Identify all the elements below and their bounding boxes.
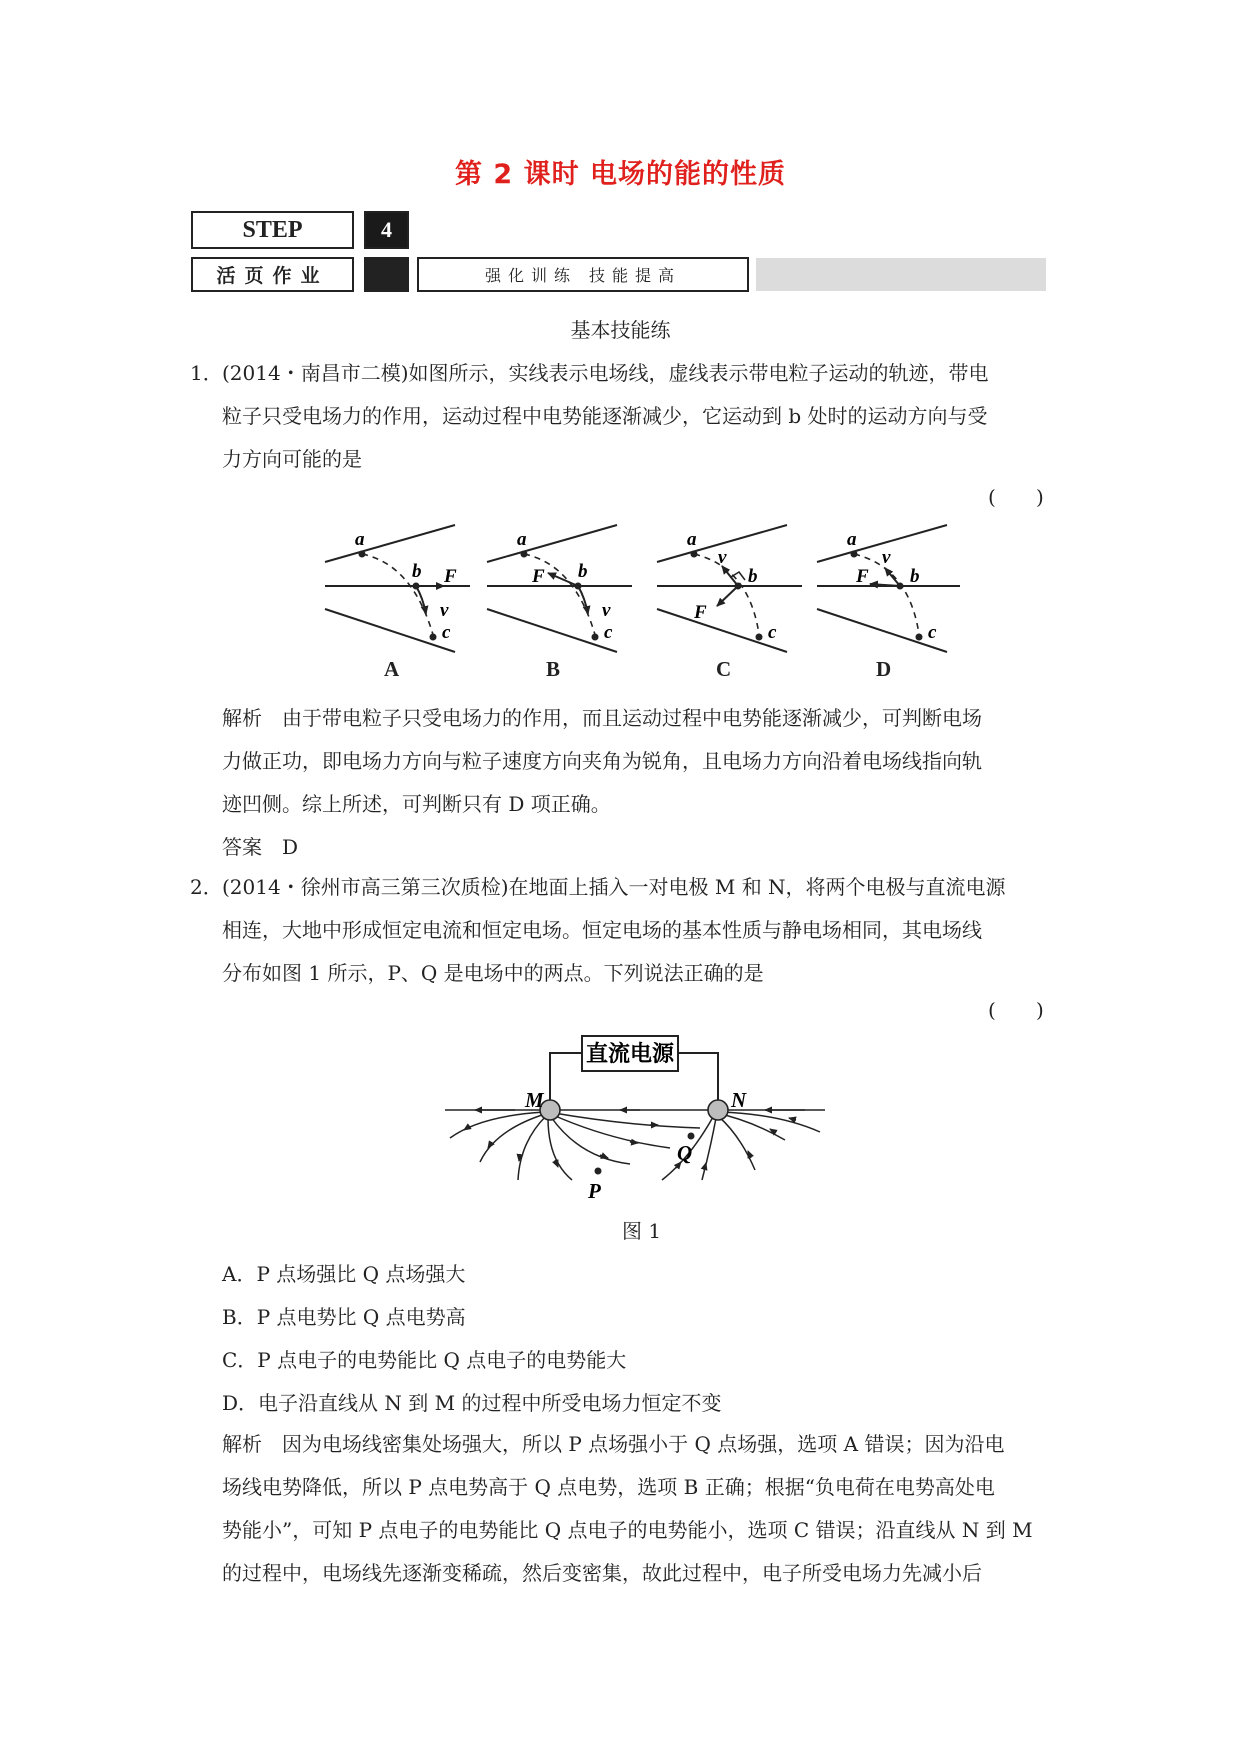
- label-v: v: [602, 600, 611, 621]
- question2-paren-left: (: [988, 998, 996, 1022]
- diagram-a: [325, 525, 470, 652]
- power-source-label: 直流电源: [585, 1042, 675, 1067]
- field-lines: [450, 1112, 820, 1180]
- option-b: B．P 点电势比 Q 点电势高: [222, 1305, 466, 1329]
- question1-analysis: [222, 697, 1047, 869]
- question2-number: 2．: [190, 875, 223, 899]
- label-f: F: [694, 602, 707, 623]
- label-q: Q: [677, 1141, 693, 1165]
- label-a: a: [355, 529, 365, 550]
- question2-line: 相连，大地中形成恒定电流和恒定电场。恒定电场的基本性质与静电场相同，其电场线: [222, 918, 982, 942]
- question2-analysis: [222, 1423, 1047, 1595]
- analysis-line: 场线电势降低，所以 P 点电势高于 Q 点电势，选项 B 正确；根据“负电荷在电势高处电: [222, 1475, 995, 1499]
- analysis-line: 解析 因为电场线密集处场强大，所以 P 点场强小于 Q 点场强，选项 A 错误；因为沿电: [222, 1432, 1005, 1456]
- step-number: 4: [364, 211, 409, 249]
- diagram-c: [657, 525, 802, 652]
- question2-line: (2014・徐州市高三第三次质检)在地面上插入一对电极 M 和 N，将两个电极与直流电源: [222, 875, 1006, 899]
- sub-tag: 强化训练 技能提高: [417, 257, 749, 292]
- label-f: F: [532, 566, 545, 587]
- analysis-line: 解析 由于带电粒子只受电场力的作用，而且运动过程中电势能逐渐减少，可判断电场: [222, 706, 982, 730]
- answer: 答案 D: [222, 835, 299, 859]
- diagram-b: [487, 525, 632, 652]
- label-p: P: [588, 1179, 601, 1203]
- label-f: F: [444, 566, 457, 587]
- question1-line: 粒子只受电场力的作用，运动过程中电势能逐渐减少，它运动到 b 处时的运动方向与受: [222, 404, 988, 428]
- figure-label-b: B: [546, 657, 561, 681]
- sub-label: 活页作业: [191, 257, 354, 292]
- option-a: A．P 点场强比 Q 点场强大: [222, 1262, 466, 1286]
- label-b: b: [910, 566, 920, 587]
- figure-label-d: D: [876, 657, 892, 681]
- label-c: c: [604, 622, 613, 643]
- sub-number-block: [364, 257, 409, 292]
- analysis-line: 的过程中，电场线先逐渐变稀疏，然后变密集，故此过程中，电子所受电场力先减小后: [222, 1561, 982, 1585]
- label-a: a: [847, 529, 857, 550]
- analysis-line: 势能小”，可知 P 点电子的电势能比 Q 点电子的电势能小，选项 C 错误；沿直线从 N 到 M: [222, 1518, 1033, 1542]
- option-d: D．电子沿直线从 N 到 M 的过程中所受电场力恒定不变: [222, 1391, 722, 1415]
- page-title: 第 2 课时 电场的能的性质: [455, 159, 786, 190]
- label-a: a: [517, 529, 527, 550]
- question2-paren-right: ): [1036, 998, 1044, 1022]
- question2-line: 分布如图 1 所示，P、Q 是电场中的两点。下列说法正确的是: [222, 961, 764, 985]
- label-b: b: [748, 566, 758, 587]
- question2-options: [222, 1253, 1042, 1425]
- figure-label-a: A: [384, 657, 400, 681]
- figure-label-c: C: [716, 657, 732, 681]
- question1-text: [222, 352, 1047, 481]
- question1-figure: [320, 520, 960, 660]
- diagram-d: [817, 525, 960, 652]
- figure-caption: 图 1: [622, 1219, 662, 1243]
- label-b: b: [578, 561, 588, 582]
- section-title: 基本技能练: [570, 318, 671, 342]
- label-c: c: [928, 622, 937, 643]
- label-f: F: [856, 566, 869, 587]
- label-c: c: [442, 622, 451, 643]
- question2-text: [222, 866, 1047, 995]
- question2-figure: [440, 1030, 830, 1205]
- label-a: a: [687, 529, 697, 550]
- label-v: v: [440, 600, 449, 621]
- point-q: [688, 1133, 695, 1140]
- question1-paren-left: (: [988, 485, 996, 509]
- electrode-n: [708, 1100, 728, 1120]
- analysis-line: 力做正功，即电场力方向与粒子速度方向夹角为锐角，且电场力方向沿着电场线指向轨: [222, 749, 982, 773]
- question1-line: (2014・南昌市二模)如图所示，实线表示电场线，虚线表示带电粒子运动的轨迹，带电: [222, 361, 989, 385]
- label-n: N: [731, 1088, 747, 1112]
- label-m: M: [525, 1088, 544, 1112]
- label-v: v: [718, 547, 727, 568]
- label-b: b: [412, 561, 422, 582]
- question1-line: 力方向可能的是: [222, 447, 362, 471]
- label-v: v: [882, 547, 891, 568]
- question1-number: 1．: [190, 361, 223, 385]
- analysis-line: 迹凹侧。综上所述，可判断只有 D 项正确。: [222, 792, 611, 816]
- step-label: STEP: [191, 211, 354, 249]
- point-p: [595, 1168, 602, 1175]
- header-grey-bar: [756, 258, 1046, 291]
- question1-paren-right: ): [1036, 485, 1044, 509]
- label-c: c: [768, 622, 777, 643]
- option-c: C．P 点电子的电势能比 Q 点电子的电势能大: [222, 1348, 627, 1372]
